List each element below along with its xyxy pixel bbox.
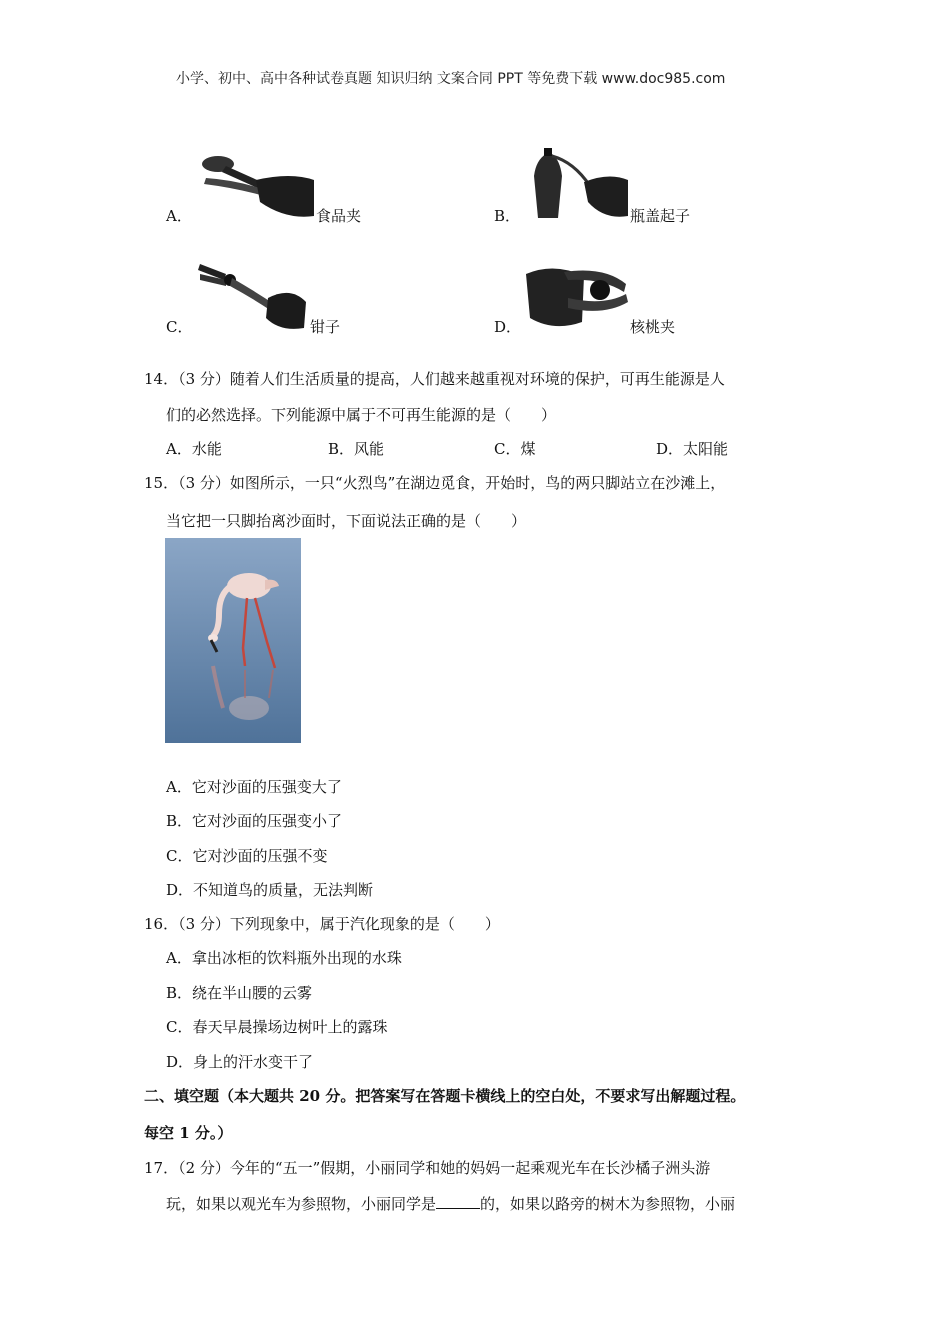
q14-option-a: A．水能 [166,440,222,458]
section-heading-line2: 每空 1 分。） [144,1124,233,1142]
flamingo-photo [165,538,301,743]
answer-blank [436,1194,480,1209]
q14-stem-line2: 们的必然选择。下列能源中属于不可再生能源的是（ ） [166,406,557,424]
q17-stem-line2 [166,1193,735,1214]
q15-option-a: A．它对沙面的压强变大了 [166,778,342,796]
pliers-icon [196,258,308,332]
q17-text-before-blank: 玩，如果以观光车为参照物，小丽同学是 [166,1195,437,1213]
q14-option-c: C．煤 [494,440,536,458]
option-d-letter: D． [494,318,522,336]
q16-option-d: D．身上的汗水变干了 [166,1053,314,1071]
q16-option-c: C．春天早晨操场边树叶上的露珠 [166,1018,388,1036]
option-c-caption: 钳子 [310,318,341,336]
q16-stem: 16．（3 分）下列现象中，属于汽化现象的是（ ） [144,915,500,933]
section-heading-line1: 二、填空题（本大题共 20 分。把答案写在答题卡横线上的空白处，不要求写出解题过程。 [144,1087,746,1105]
q15-option-b: B．它对沙面的压强变小了 [166,812,343,830]
food-tongs-icon [196,150,316,220]
q14-option-b: B．风能 [328,440,385,458]
option-c-letter: C． [166,318,193,336]
q15-option-d: D．不知道鸟的质量，无法判断 [166,881,374,899]
bottle-opener-icon [524,146,628,220]
option-d-caption: 核桃夹 [630,318,676,336]
option-b-letter: B． [494,207,521,225]
q15-stem-line1: 15．（3 分）如图所示，一只“火烈鸟”在湖边觅食，开始时，鸟的两只脚站立在沙滩上， [144,474,726,492]
page-header: 小学、初中、高中各种试卷真题 知识归纳 文案合同 PPT 等免费下载 www.doc985.com [176,71,726,87]
q16-option-b: B．绕在半山腰的云雾 [166,984,313,1002]
q17-stem-line1: 17．（2 分）今年的“五一”假期，小丽同学和她的妈妈一起乘观光车在长沙橘子洲头游 [144,1159,711,1177]
q17-text-after-blank: 的，如果以路旁的树木为参照物，小丽 [480,1195,736,1213]
option-a-caption: 食品夹 [316,207,362,225]
q14-stem-line1: 14．（3 分）随着人们生活质量的提高，人们越来越重视对环境的保护，可再生能源是人 [144,370,725,388]
q15-option-c: C．它对沙面的压强不变 [166,847,328,865]
option-b-caption: 瓶盖起子 [630,207,691,225]
q15-stem-line2: 当它把一只脚抬离沙面时，下面说法正确的是（ ） [166,512,527,530]
nutcracker-icon [524,262,630,332]
q14-option-d: D．太阳能 [656,440,729,458]
q16-option-a: A．拿出冰柜的饮料瓶外出现的水珠 [166,949,402,967]
option-a-letter: A． [166,207,192,225]
